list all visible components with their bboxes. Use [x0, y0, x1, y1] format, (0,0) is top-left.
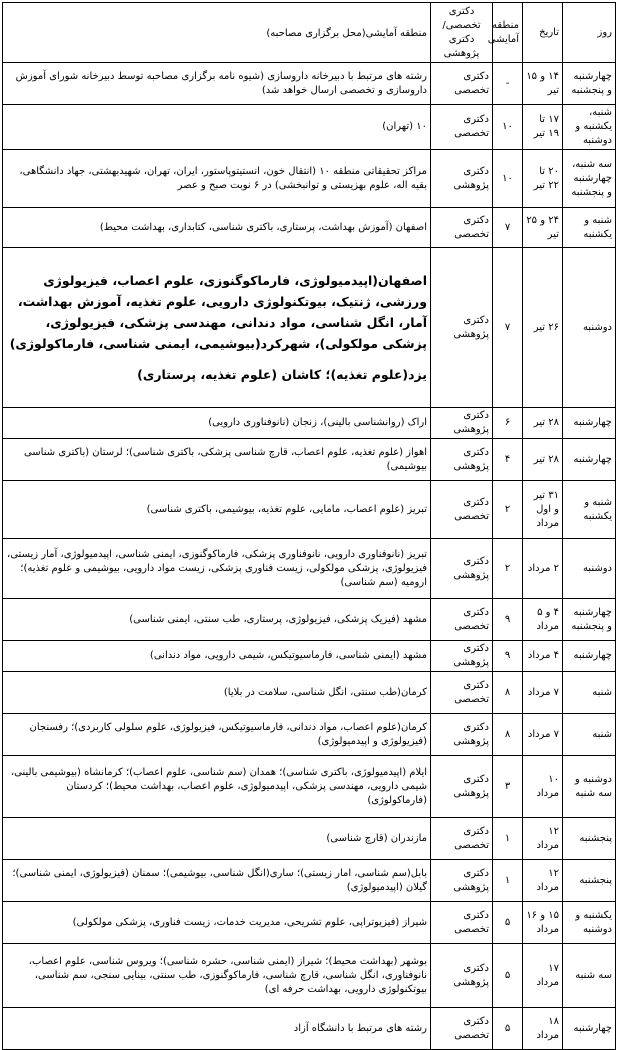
row-day: چهارشنبه [563, 439, 616, 481]
row-day: چهارشنبه و پنجشنبه [563, 63, 616, 105]
row-day: چهارشنبه [563, 641, 616, 672]
row-degree: دکتری پژوهشی [431, 439, 493, 481]
table-row [3, 902, 616, 944]
row-place: اهواز (علوم تغذیه، علوم اعصاب، قارچ شناسی پزشکی، باکتری شناسی)؛ لرستان (باکتری شناسی بیوشیمی) [3, 439, 431, 481]
row-degree: دکتری پژوهشی [431, 860, 493, 902]
header-date: تاریخ [523, 3, 563, 63]
row-day: دوشنبه و سه شنبه [563, 756, 616, 818]
header-degree: دکتری تخصصی/ دکتری پژوهشی [431, 3, 493, 63]
row-place: تبریز (علوم اعصاب، مامایی، علوم تغذیه، بیوشیمی، باکتری شناسی) [3, 481, 431, 539]
row-zone: ۴ [493, 439, 523, 481]
row-date: ۱۲ مرداد [523, 860, 563, 902]
table-row [3, 248, 616, 408]
row-zone: - [493, 63, 523, 105]
row-place-main: اصفهان(اپیدمیولوژی، فارماکوگنوزی، علوم اعصاب، فیزیولوژی ورزشی، ژنتیک، بیوتکنولوژی دارویی، علوم تغذیه، آموزش بهداشت، آمار، انگل شناسی، مواد دندانی، مهندسی پزشکی، فیزیولوژی، پزشکی مولکولی)، شهرکرد(بیوشیمی، ایمنی شناسی، فارماکولوژی) [9, 273, 427, 351]
row-day: شنبه [563, 672, 616, 714]
row-day: سه شنبه، چهارشنبه و پنجشنبه [563, 150, 616, 208]
row-zone: ۵ [493, 1008, 523, 1050]
row-day: دوشنبه [563, 248, 616, 408]
row-place: اراک (روانشناسی بالینی)، زنجان (نانوفناوری دارویی) [3, 408, 431, 439]
row-degree: دکتری پژوهشی [431, 248, 493, 408]
table-row [3, 481, 616, 539]
table-row [3, 539, 616, 599]
row-zone: ۵ [493, 902, 523, 944]
row-date: ۱۴ و ۱۵ تیر [523, 63, 563, 105]
row-date: ۲۶ تیر [523, 248, 563, 408]
row-date: ۱۷ مرداد [523, 944, 563, 1008]
row-date: ۳۱ تیر و اول مرداد [523, 481, 563, 539]
row-place: مشهد (فیزیک پزشکی، فیزیولوژی، پرستاری، طب سنتی، ایمنی شناسی) [3, 599, 431, 641]
row-date: ۱۰ مرداد [523, 756, 563, 818]
row-day: شنبه [563, 714, 616, 756]
row-degree: دکتری تخصصی [431, 105, 493, 150]
row-date: ۱۸ مرداد [523, 1008, 563, 1050]
table-row [3, 599, 616, 641]
row-zone: ۶ [493, 408, 523, 439]
row-zone: ۳ [493, 756, 523, 818]
row-zone: ۱ [493, 860, 523, 902]
table-row [3, 208, 616, 248]
row-place: مازندران (قارچ شناسی) [3, 818, 431, 860]
row-degree: دکتری پژوهشی [431, 756, 493, 818]
row-place: مشهد (ایمنی شناسی، فارماسیوتیکس، شیمی دارویی، مواد دندانی) [3, 641, 431, 672]
row-day: پنجشنبه [563, 818, 616, 860]
row-degree: دکتری تخصصی [431, 63, 493, 105]
row-place: تبریز (نانوفناوری دارویی، نانوفناوری پزشکی، فارماکوگنوزی، ایمنی شناسی، اپیدمیولوژی، آمار زیستی، فیزیولوژی، پزشکی مولکولی، زیست فناوری پزشکی، زیست مواد دارویی، بیوشیمی و علوم تغذیه)؛ ارومیه (سم شناسی) [3, 539, 431, 599]
row-date: ۴ و ۵ مرداد [523, 599, 563, 641]
table-row [3, 408, 616, 439]
row-date: ۴ مرداد [523, 641, 563, 672]
row-place-extra: یزد(علوم تغذیه)؛ کاشان (علوم تغذیه، پرستاری) [137, 367, 427, 382]
row-date: ۱۲ مرداد [523, 818, 563, 860]
row-degree: دکتری تخصصی [431, 481, 493, 539]
row-date: ۲۰ تا ۲۲ تیر [523, 150, 563, 208]
row-place: کرمان(طب سنتی، انگل شناسی، سلامت در بلایا) [3, 672, 431, 714]
table-row [3, 150, 616, 208]
row-zone: ۷ [493, 248, 523, 408]
row-date: ۷ مرداد [523, 672, 563, 714]
table-header-row [3, 3, 616, 63]
row-date: ۷ مرداد [523, 714, 563, 756]
row-place: ۱۰ (تهران) [3, 105, 431, 150]
row-degree: دکتری تخصصی [431, 599, 493, 641]
interview-schedule-table [2, 2, 616, 1050]
row-degree: دکتری پژوهشی [431, 641, 493, 672]
row-degree: دکتری تخصصی [431, 818, 493, 860]
row-date: ۲ مرداد [523, 539, 563, 599]
row-degree: دکتری پژوهشی [431, 539, 493, 599]
row-place: اصفهان (آموزش بهداشت، پرستاری، باکتری شناسی، کتابداری، بهداشت محیط) [3, 208, 431, 248]
row-day: یکشنبه و دوشنبه [563, 902, 616, 944]
row-place: بابل(سم شناسی، امار زیستی)؛ ساری(انگل شناسی، بیوشیمی)؛ سمنان (فیزیولوژی، ایمنی شناسی)؛ گیلان (اپیدمیولوژی) [3, 860, 431, 902]
row-degree: دکتری تخصصی [431, 902, 493, 944]
table-row [3, 860, 616, 902]
row-place: رشته های مرتبط با دبیرخانه داروسازی (شیوه نامه برگزاری مصاحبه توسط دبیرخانه شورای آموزش داروسازی و تخصصی ارسال خواهد شد) [3, 63, 431, 105]
table-row [3, 1008, 616, 1050]
row-day: سه شنبه [563, 944, 616, 1008]
row-day: چهارشنبه [563, 1008, 616, 1050]
row-date: ۲۴ و ۲۵ تیر [523, 208, 563, 248]
row-zone: ۹ [493, 641, 523, 672]
row-day: شنبه و یکشنبه [563, 208, 616, 248]
table-row [3, 105, 616, 150]
row-degree: دکتری تخصصی [431, 672, 493, 714]
row-zone: ۷ [493, 208, 523, 248]
row-place: ایلام (اپیدمیولوژی، باکتری شناسی)؛ همدان (سم شناسی، علوم اعصاب)؛ کرمانشاه (بیوشیمی بالینی، شیمی دارویی، مهندسی پزشکی، اپیدمیولوژی، علوم اعصاب، بهداشت محیط)؛ کردستان (فارماکولوژی) [3, 756, 431, 818]
table-row [3, 756, 616, 818]
row-date: ۱۵ و ۱۶ مرداد [523, 902, 563, 944]
row-place: کرمان(علوم اعصاب، مواد دندانی، فارماسیوتیکس، فیزیولوژی، علوم سلولی کاربردی)؛ رفسنجان (فیزیولوژی و اپیدمیولوژی) [3, 714, 431, 756]
row-zone: ۹ [493, 599, 523, 641]
header-zone: منطقه آمایشی [493, 3, 523, 63]
row-day: شنبه و یکشنبه [563, 481, 616, 539]
row-zone: ۱ [493, 818, 523, 860]
row-zone: ۸ [493, 714, 523, 756]
table-row [3, 672, 616, 714]
row-place: شیراز (فیزیوتراپی، علوم تشریحی، مدیریت خدمات، زیست فناوری، پزشکی مولکولی) [3, 902, 431, 944]
row-zone: ۲ [493, 481, 523, 539]
row-zone: ۵ [493, 944, 523, 1008]
table-row [3, 63, 616, 105]
row-day: چهارشنبه [563, 408, 616, 439]
table-row [3, 944, 616, 1008]
table-row [3, 439, 616, 481]
row-place [3, 248, 431, 408]
header-place: منطقه آمایشی(محل برگزاری مصاحبه) [3, 3, 431, 63]
table-row [3, 714, 616, 756]
row-date: ۲۸ تیر [523, 439, 563, 481]
table-row [3, 641, 616, 672]
table-row [3, 818, 616, 860]
row-zone: ۱۰ [493, 150, 523, 208]
row-degree: دکتری پژوهشی [431, 408, 493, 439]
row-degree: دکتری تخصصی [431, 1008, 493, 1050]
row-zone: ۸ [493, 672, 523, 714]
row-degree: دکتری پژوهشی [431, 944, 493, 1008]
row-day: دوشنبه [563, 539, 616, 599]
row-day: پنجشنبه [563, 860, 616, 902]
row-degree: دکتری تخصصی [431, 208, 493, 248]
row-date: ۱۷ تا ۱۹ تیر [523, 105, 563, 150]
row-degree: دکتری پژوهشی [431, 714, 493, 756]
row-degree: دکتری پژوهشی [431, 150, 493, 208]
header-day: روز [563, 3, 616, 63]
row-date: ۲۸ تیر [523, 408, 563, 439]
row-zone: ۱۰ [493, 105, 523, 150]
row-place: بوشهر (بهداشت محیط)؛ شیراز (ایمنی شناسی، حشره شناسی)؛ ویروس شناسی، علوم اعصاب، نانوفناوری، انگل شناسی، قارچ شناسی، فارماکوگنوزی، طب سنتی، بینایی سنجی، سم شناسی، بیوتکنولوژی دارویی، بهداشت حرفه ای) [3, 944, 431, 1008]
row-zone: ۲ [493, 539, 523, 599]
row-day: شنبه، یکشنبه و دوشنبه [563, 105, 616, 150]
row-day: چهارشنبه و پنجشنبه [563, 599, 616, 641]
row-place: رشته های مرتبط با دانشگاه آزاد [3, 1008, 431, 1050]
row-place: مراکز تحقیقاتی منطقه ۱۰ (انتقال خون، انستیتوپاستور، ایران، تهران، شهیدبهشتی، جهاد دانشگاهی، بقیه اله، علوم بهزیستی و توانبخشی) در ۶ نوبت صبح و عصر [3, 150, 431, 208]
